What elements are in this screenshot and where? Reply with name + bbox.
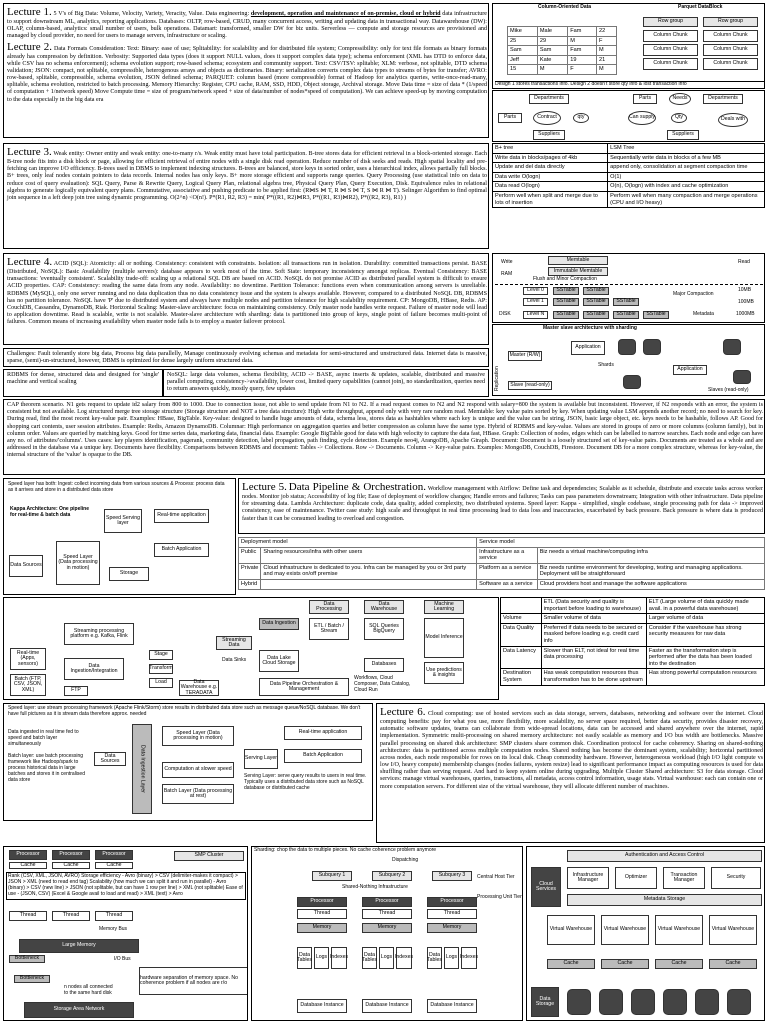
table-row xyxy=(501,669,765,685)
er-attribute: qty xyxy=(573,113,589,123)
batch-layer: Batch Layer (Data processing at rest) xyxy=(162,784,234,804)
speed-layer: Speed Layer (Data processing in motion) xyxy=(56,541,100,585)
table-row xyxy=(493,172,765,182)
nosql-cell xyxy=(163,369,489,397)
lecture-1-heading: Lecture 1. xyxy=(7,6,52,18)
column-chunk: Column Chunk xyxy=(703,30,758,42)
table-cell: M xyxy=(568,36,597,46)
table-cell: Smaller volume of data xyxy=(541,614,646,624)
serving-layer: Serving Layer xyxy=(244,749,278,769)
rdbms-cell xyxy=(3,369,163,397)
lecture-5-heading: Lecture 5. xyxy=(242,481,287,493)
table-cell: Write data in blocks/pages of 4kb xyxy=(493,153,608,163)
table-cell: Has strong powerful computation resources xyxy=(646,669,764,685)
table-cell: F xyxy=(568,65,597,75)
row-group-1: Row group xyxy=(643,17,698,27)
table-cell: Sam xyxy=(537,46,567,56)
auth-access-control: Authentication and Access Control xyxy=(567,850,762,862)
table-cell: Biz needs runtime environment for developing, testing and managing applications. Deployment will be straightforward xyxy=(537,563,764,579)
table-cell: Faster as the transformation step is performed after the data has been loaded into the destination xyxy=(646,646,764,669)
etl-elt-table: ETL (Data security and quality is important before loading to warehouse) ELT (Large volume of data quickly made avail. in a powerful data warehouse) Volume Smaller volume of data Larger volume of data Data Quality Preferred if data needs to be secured or masked before loading e.g. credit card info Consider if the warehouse has strong security measures for raw data Data Latency Slower than ELT, not ideal for real time data processing Faster as the transformation step is performed after the data has been loaded into the destination Destination System Has weak computation resources thus transformation has to be done upstream Has strong powerful computation resources xyxy=(500,597,765,700)
column-chunk: Column Chunk xyxy=(703,44,758,56)
database-icon xyxy=(727,989,751,1015)
table-cell: M xyxy=(537,65,567,75)
er-node: Parts xyxy=(633,94,657,104)
er-node: Departments xyxy=(703,94,743,104)
table-cell: Update and del data directly xyxy=(493,163,608,173)
smp-figure: Processor Processor Processor Cache Cache Cache Rank (CSV, XML, JSON, AVRO) Storage efficiency - Avro (binary) > CSV (delimiter-makes it compact) > JSON > XML (need to read end tag) Scalability (how much we can split it and run in parallel) - Avro (binary) > CSV (new line) > JSON (not splitable, but can have 1 row per line) > XML (not splitable) Ease of use - (JSON, CSV) (Excel & Google avail to load and read) > XML (text) > Avro Thread Thread Thread Memory Bus Large Memory Bottleneck hardware separation of memory space. No coherence problem if all nodes are r/o I/O Bus Bottleneck n nodes all connected to the same hard disk Storage Area Network SMP Cluster xyxy=(3,846,248,1021)
er-node: Parts xyxy=(498,113,522,123)
table-cell: Platform as a service xyxy=(477,563,538,579)
database-icon xyxy=(733,370,751,384)
er-relationship: Deals with xyxy=(718,113,748,127)
table-row xyxy=(508,27,617,37)
lecture-4-heading: Lecture 4. xyxy=(7,256,53,268)
table-cell: Male xyxy=(537,27,567,37)
table-cell: Preferred if data needs to be secured or masked before loading e.g. credit card info xyxy=(541,623,646,646)
table-cell: Cloud providers host and manage the software applications xyxy=(537,579,764,589)
table-cell: 15 xyxy=(508,65,538,75)
table-row xyxy=(493,182,765,192)
parquet-figure xyxy=(492,3,765,89)
pipeline-figure: Data Processing Data Warehouse Machine Learning Streaming processing platform e.g. Kafka, Flink Data Ingestion ETL / Batch / Stream SQL Queries BigQuery Model Inference Real-time (Apps, sensors) Streaming Data Batch (FTP, CSV, JSON, XML) Stage Transform Load Data Warehouse e.g. TERADATA Data Ingestion/Integration Data Lake Cloud Storage Data Pipeline Orchestration & Management Use predictions & insights Databases Data Sinks FTP Workflows, Cloud Composer, Data Catalog, Cloud Run xyxy=(3,597,499,700)
er-node: Suppliers xyxy=(533,130,565,140)
lecture-6-text: Lecture 6. Cloud computing: use of hosted services such as data storage, servers, databases, networking and software over the internet. Cloud computing benefits: pay for what you use, more flexibility, more scalability, no server space required, better data security, provides disaster recovery, automatic software updates, teams can collaborate from wide-spread locations, data can be accessed and shared anywhere over the internet, rapid implementation. Symmetric multi-processing on shared memory architecture: not easily scalable as memory and I/O bus width are bottlenecks. Massive parallel processing on shared disk architecture: SMP clusters share common disk. Coordination protocol for cache coherency. Sharing on shared-nothing architecture: data is partitioned across multiple computation nodes. Shared nothing has become the dominant system, scalability; horizontal partitioned across nodes, each node responsible for rows on its local disk. Cheap commodity hardware. However, heterogeneous workload (high I/O light compute vs low I/O, heavy compute) membership changes (nodes failures, system resize) lead to significant performance impact as computing resources is used for data shuffling rather than serving request. And hard to keep system online during upgrading. Multiple Cluster Shared architecture: S3 for data storage. Cloud services: manage virtual warehouses, queries, transactions, all metadata, access control information, usage stats. Virtual warehouse: each can contain one or more computation servers. For different size of the virtual warehouse, they will allocate different number of machines. xyxy=(380,706,764,790)
data-sources: Data Sources xyxy=(9,555,43,577)
table-cell: Public xyxy=(239,547,261,563)
column-chunk: Column Chunk xyxy=(643,58,698,70)
er-diagrams xyxy=(492,90,765,142)
table-row xyxy=(508,65,617,75)
database-icon xyxy=(567,989,591,1015)
table-cell: 29 xyxy=(537,36,567,46)
table-cell: M xyxy=(597,65,617,75)
table-header: B+ tree xyxy=(493,144,608,154)
table-row xyxy=(239,579,765,589)
er-relationship: Needs xyxy=(669,93,691,105)
table-cell: F xyxy=(597,36,617,46)
table-row xyxy=(508,55,617,65)
lecture-3-text: Lecture 3. Weak entity: Owner entity and weak entity: one-to-many r/s. Weak entity must have total participation. B-tree stores data for efficient retrieval in a block-oriented storage. Each B-tree node fits into a disk block or page, allowing for efficient retrieval of entire nodes with a single disk read operation. Reduce number of disk seeks and reads. High spatial locality and pre-fetching can improve I/O efficiency. B-trees used in DBMS to implement indexing structures. B-trees are balanced, store keys in sorted order, uses a hierarchical index, allows partially full blocks. B+ trees, only leaf nodes contain pointers to data records. Internal nodes has only keys. B+ more storage efficient and supports range queries. Query Processing (use statistical info on data to reduce cost of query evaluation): SQL Query, Parse & Rewrite Query, Logical Query Plan, relational algebra tree, Physical Query Plan, Query Execution, Disk. Equivalence rules in relational algebra to generate logically equivalent query plans. Commutative, associative and pushing predicate to be applied first: (R⋈S ⋈ T, R ⋈ S ⋈ T, S ⋈ R ⋈ T). Selinger Algorithm to find optimal join sequence in a left deep join tree using dynamic programming. O(2^n) <O(n!). P*(R1, R2, R3) = min( P*((R1, R2)⋈R3, P*((R1, R3)⋈R2), P*((R2, R3), R1) ) xyxy=(7,146,487,201)
deployment-table: Deployment model Service model Public Sharing resources/infra with other users Infrastructure as a service Biz needs a virtual machine/computing infra Private Cloud infrastructure is dedicated to you. Infra can be managed by you or 3rd party and may exists on/off premise Platform as a service Biz needs runtime environment for developing, testing and managing applications. Deployment will be straightforward Hybrid Software as a service Cloud providers host and manage the software applications xyxy=(238,537,765,595)
table-cell: Hybrid xyxy=(239,579,261,589)
table-header: LSM Tree xyxy=(608,144,765,154)
cap-scenario-text: CAP theorem scenario. N1 gets request to update id2 salary from 800 to 1000. Due to connection issue, not able to send update from N1 to N2. If a read request comes to N2 and N2 respond with salary=800 the system is available but inconsistent. However, if N2 responds with an error, the system is consistent but not available. Log structured merge tree storage structure (Storage structure and NOT a tree data structure): High write throughput, append only with very rare random read. Memtable: key value pairs sorted by key. When updating value LSM appends another record; no need to search for key. During read, find the most recent key-value pair. Examples: HBase, BigTable. Key-value: designed to handle huge amounts of data, schema less, stores data as hashtables where each key is unique and the value can be string, JSON, basic large object, etc. keys needs to be hashable, follows AP. Good for shopping cart contents, user session attributes. Example: Redis, Amazon DynamoDB. Columnar: High performance on aggregation queries and better compression as column have the same type. Hybrid of RDBMS and key-value. Values are stored in groups of zero or more columns (column family), but in column order. Values are queried by matching keys. Good for time series data, marketing data, financial data. Example: Google BigTable good for data with high velocity to capture the data fast, HBase. Graph: Collection of nodes, edges which can be labelled to narrow searches. Each node and edge can have any no. of attributes/'columns'. Uses cases: key players identification, pagerank, community detection, label propagation, path finding, cycle detection. Example neo4j, ArangoDB, Apache Giraph. Document: Document is a loosely structured set of key-value pairs. Documents are treated as a whole and are addressed in the database via a unique key. Documents have flexibility. Comparisons between RDBMS and document: Tables -> Collections. Row -> Documents. Column -> Key-value pairs. Examples: MongoDB, CouchDB, Firestore. Document DB for a more complex structure, whereas for key-value, the internal structure of the 'value' is opaque to the DB. xyxy=(7,402,763,459)
lecture-6-heading: Lecture 6. xyxy=(380,706,426,718)
column-chunk: Column Chunk xyxy=(703,58,758,70)
speed-layer: Speed Layer (Data processing in motion) xyxy=(162,726,234,746)
table-cell: Larger volume of data xyxy=(646,614,764,624)
kappa-figure: Speed layer has both: Ingest: collect incoming data from various sources & Process: process data as it arrives and store in a distributed data store Kappa Architecture: One pipeline for real-time & batch data Speed Serving layer Real-time application Data Sources Speed Layer (Data processing in motion) Batch Application Storage xyxy=(3,478,236,595)
shared-nothing-figure: Sharding: chop the data to multiple pieces. No cache coherence problem anymore Dispatching Subquery 1 Subquery 2 Subquery 3 Central Host Tier Processing Unit Tier Shared-Nothing Infrastructure Processor Processor Processor Thread Thread Thread Memory Memory Memory Data Tables Logs Indexes Data Tables Logs Indexes Data Tables Logs Indexes Database Instance Database Instance Database Instance xyxy=(251,846,523,1021)
table-cell: 22 xyxy=(597,27,617,37)
column-chunk: Column Chunk xyxy=(643,44,698,56)
er-relationship: Contract xyxy=(533,111,561,125)
storage: Storage xyxy=(109,567,149,581)
lecture-1-2-box xyxy=(3,3,489,138)
data-ingestion-layer: Data Ingestion Layer xyxy=(132,724,152,814)
row-group-2: Row group xyxy=(703,17,758,27)
database-icon xyxy=(663,989,687,1015)
lecture-1-text: Lecture 1. 5 V's of Big Data: Volume, Velocity, Variety, Veracity, Value. Data engineering: development, operation and maintenance of on-premise, cloud or hybrid data infrastructure to support downstream ML, analytics, reporting applications. Databases: OLTP, row-based, CRUD, many concurrent access, writing and updating data in transactional way. Datawarehouse (DW): OLAP, column-based, analytics: small number of users, bulk operations. Datamart: transformed, smaller DW for biz units. Serverless — compute and storage resources are provisioned and managed by cloud provider, no need for users to manage servers, infrastructure or scaling. xyxy=(7,6,487,40)
table-cell: Data write O(logn) xyxy=(493,172,608,182)
column-chunk: Column Chunk xyxy=(643,30,698,42)
immutable-memtable: Immutable Memtable xyxy=(548,267,608,276)
data-storage: Data Storage xyxy=(531,987,559,1017)
rdbms-text: RDBMS for dense, structured data and designed for 'single' machine and vertical scaling xyxy=(7,372,159,386)
er-node: Suppliers xyxy=(667,130,699,140)
memtable: Memtable xyxy=(548,256,608,265)
table-cell: Data read O(logn) xyxy=(493,182,608,192)
challenges-text: Challenges: Fault tolerantly store big data, Process big data parallelly, Manage continuously evolving schemas and metadata for semi-structured and unstructured data. Internet data is massive, sparse, (semi)-un-structured, however, DBMS is optimized for dense largely uniform structured data. xyxy=(7,351,487,365)
database-icon xyxy=(599,989,623,1015)
database-icon xyxy=(695,989,719,1015)
lecture-2-text: Lecture 2. Data Formats Consideration: Text: Binary: ease of use; Splitability: for scalability and for distributed file system; Compressibility: only for text file formats as binary formats already has compression by definition. Verbosity: Supported data types (does it support NULL values, does it support complex data type); schema enforcement (XML has DTD to enforce data, while CSV has no schema enforcement); schema evolution support; row-based schema; ecosystem and community support. Text: CSV/TSV: splitable; XLM: verbose, not splitable, DTD schema validation; JSON: compact, not splitable, compressible, heterogenous arrays and objects as dictionaries. Binary: serialization converts complex data types to streams of bytes for transfer; AVRO: row-based, splitable, compressible, schema evolution, JSON defined schema; PARQUET: column based (more compressible) format of Hadoop for analytics queries, write-once-read-many, splitable, schema evolution, restricted to batch processing. Memory Hierarchy: Register, CPU cache, RAM, SSD, HDD, Object storage, Archival storage. Move Data time = size of data * (1/speed of computation + 1/network speed) Move Compute time = size of program/network speed + size of data/number of nodes*speed of computation). We can achieve speed-up by moving computation to the data especially in the big data era xyxy=(7,40,487,103)
er-node: Departments xyxy=(529,94,569,104)
lecture-4-box xyxy=(3,253,489,345)
cap-scenario-box xyxy=(3,399,765,475)
table-cell: Perform well when split and merge due to lots of insertion xyxy=(493,191,608,207)
column-oriented-table xyxy=(507,26,617,75)
table-row xyxy=(501,614,765,624)
lecture-3-heading: Lecture 3. xyxy=(7,146,52,158)
table-row xyxy=(493,163,765,173)
table-cell: Data Quality xyxy=(501,623,542,646)
database-icon xyxy=(618,339,636,355)
batch-application: Batch Application xyxy=(154,543,209,557)
cloud-figure: Authentication and Access Control Cloud Services Infrastructure Manager Optimizer Transaction Manager Security Metadata Storage Virtual Warehouse Virtual Warehouse Virtual Warehouse Virtual Warehouse Cache Cache Cache Cache Data Storage xyxy=(526,846,765,1021)
lecture-4-text: Lecture 4. ACID (SQL): Atomicity: all or nothing. Consistency: consistent with constraints. Isolation: all transactions run in isolation. Durability: committed transactions persist. BASE (Distributed, NoSQL): Basic Availability (multiple servers): database appears to work most of the time. Soft State: temporary inconsistency amongst replicas. Eventual Consistency: BASE transactions: 'eventually consistent'. Scalability trade-off: scaling up a relational SQL DB are based on ACID. NoSQL do not promise ACID as distributed parallel system is difficult to ensure ACID properties. CAP: Consistency: reading the same data from any node. Availability: no downtime. Partition Tolerance: functions even when communication among servers is unreliable. RDBMS (MySQL), only one server running and no data duplication thus no data consistency issue and the system is always available. However, compared to a distributed NoSQL DB, RDBMS has no partition tolerance. NoSQL have 'P' due to distributed system and always have multiple nodes and partition tolerance for high scalability requirement. CP: MongoDB, HBase, Redis. AP: CouchDB, Cassandra, DynamoDB, Riak. Horizontal Scaling: Master-slave architecture: focus on maintaining consistency. Only master node handles write request. Failure of master node will lead to application downtime. Read is scalable, write is not scalable. Master-slave architecture with sharding: data is partitioned into group of keys, single point of failure becomes multi-point of failures. Common means of increasing availability when master node fails is to employ a master failover protocol. xyxy=(7,256,487,326)
table-cell: O(1) xyxy=(608,172,765,182)
realtime-application: Real-time application xyxy=(154,509,209,523)
table-cell: 25 xyxy=(508,36,538,46)
table-row xyxy=(239,547,765,563)
table-cell: Jeff xyxy=(508,55,538,65)
lecture-6-box xyxy=(376,703,765,843)
table-cell: Private xyxy=(239,563,261,579)
table-row xyxy=(239,563,765,579)
database-icon xyxy=(643,339,661,355)
table-cell: Software as a service xyxy=(477,579,538,589)
challenges-box xyxy=(3,348,489,367)
database-icon xyxy=(623,375,641,389)
database-icon xyxy=(631,989,655,1015)
realtime-application: Real-time application xyxy=(284,726,362,740)
lecture-3-box xyxy=(3,143,489,249)
table-row xyxy=(493,153,765,163)
nosql-text: NoSQL: large data volumes, schema flexibility, ACID -> BASE, async inserts & updates, scalable, distributed and massive parallel computing, consistency->availability, lower cost, limited query capabilities (cannot join), no standardization, queries need to return answers quickly, mostly query, few updates xyxy=(167,372,485,393)
table-cell: Data Latency xyxy=(501,646,542,669)
table-cell: Perform well when many compaction and merge operations (CPU and I/O heavy) xyxy=(608,191,765,207)
parquet-title: Parquet DataBlock xyxy=(678,4,723,10)
speed-serving-layer: Speed Serving layer xyxy=(104,509,142,533)
table-cell: Slower than ELT, not ideal for real time data processing xyxy=(541,646,646,669)
format-ranking: Rank (CSV, XML, JSON, AVRO) Storage efficiency - Avro (binary) > CSV (delimiter-makes it compact) > JSON > XML (need to read end tag) Scalability (how much we can split it and run in parallel) - Avro (binary) > CSV (new line) > JSON (not splitable, but can have 1 row per line) > XML (not splitable) Ease of use - (JSON, CSV) (Excel & Google avail to load and read) > XML (text) > Avro xyxy=(6,872,246,900)
er-relationship: Can supply xyxy=(628,111,656,125)
table-cell: Consider if the warehouse has strong security measures for raw data xyxy=(646,623,764,646)
table-cell: Has weak computation resources thus transformation has to be done upstream xyxy=(541,669,646,685)
cloud-services: Cloud Services xyxy=(531,867,561,907)
table-row xyxy=(501,623,765,646)
design-caption: Design 1 stores transactions info. Design 2 doesn't store qty info & lost transaction info xyxy=(495,81,765,88)
table-cell: 19 xyxy=(568,55,597,65)
lecture-2-heading: Lecture 2. xyxy=(7,40,52,53)
table-row xyxy=(501,646,765,669)
lecture-5-box xyxy=(238,478,765,534)
table-cell: append only, consolidation at segment compaction time xyxy=(608,163,765,173)
table-row xyxy=(493,191,765,207)
table-cell: Sam xyxy=(508,46,538,56)
column-oriented-title: Column-Oriented Data xyxy=(538,4,592,10)
table-cell: Volume xyxy=(501,614,542,624)
table-cell: Cloud infrastructure is dedicated to you. Infra can be managed by you or 3rd party and may exists on/off premise xyxy=(261,563,477,579)
sharding-title: Master slave architecture with sharding xyxy=(543,325,637,331)
table-row xyxy=(508,46,617,56)
table-cell: Sharing resources/infra with other users xyxy=(261,547,477,563)
lambda-figure: Speed layer: use stream processing framework (Apache Flink/Storm) store results in distributed data store such as message queue/NoSQL database. We don't have full pictures as it is stream data therefore approx. needed Data ingested in real time fed to speed and batch layer simultaneously Batch layer: use batch processing framework like Hadoop/spark to process historical data in large batches and stores it in centralised data store Data Sources Data Ingestion Layer Speed Layer (Data processing in motion) Real-time application Serving Layer Computation at slower speed Batch Layer (Data processing at rest) Batch Application Serving Layer: serve query results to users in real time. Typically uses a distributed data store such as NoSQL database or distributed cache xyxy=(3,703,373,821)
table-cell: 21 xyxy=(597,55,617,65)
database-icon xyxy=(723,339,741,355)
batch-application: Batch Application xyxy=(284,749,362,763)
lsm-figure: Write Memtable Read RAM Immutable Memtable Flush and Minor Compaction Level 0 Level 1 Level N DISK SSTable SSTable SSTable SSTable SSTable SSTable SSTable SSTable SSTable Major Compaction 10MB 100MB 1000MB Metadata xyxy=(492,253,765,323)
table-cell: Biz needs a virtual machine/computing infra xyxy=(537,547,764,563)
table-row xyxy=(508,36,617,46)
table-cell: Sequentially write data in blocks of a few MB xyxy=(608,153,765,163)
table-cell: Kate xyxy=(537,55,567,65)
table-cell: Fam xyxy=(568,27,597,37)
table-cell: Infrastructure as a service xyxy=(477,547,538,563)
table-cell xyxy=(261,579,477,589)
table-cell: O(n), O(logn) with index and cache optimization xyxy=(608,182,765,192)
table-cell: Fam xyxy=(568,46,597,56)
table-cell: Mike xyxy=(508,27,538,37)
table-cell: M xyxy=(597,46,617,56)
lecture-5-text: Lecture 5. Data Pipeline & Orchestration. Workflow management with Airflow: Define task and dependencies; Scalable as it schedule, distribute and execute tasks across worker nodes. Monitor job status; Accessibility of log file; Ease of deployment of workflow changes; Handle errors and failures; Tasks can pass parameters downstream; Integration with other infrastructure. Data pipeline for streaming data. Lambda Architecture: duplicate code, data quality, added complexity, two distributed systems. Speed layer: Kappa - simplified, single codebase, single processing path for data -> improved consistency, ease of maintenance. Twitter case study: high scale and throughput in real time processing lead to data loss and inaccuracies, exacerbated by back pressure. Back pressure is where data is produced faster than it can be consumed leading to overload and congestion. xyxy=(242,481,763,522)
data-sources: Data Sources xyxy=(94,752,126,766)
table-cell: Destination System xyxy=(501,669,542,685)
er-attribute: Qty xyxy=(671,113,687,123)
btree-lsm-table xyxy=(492,143,765,249)
sharding-figure: Master slave architecture with sharding Master (R/W) Application Application Replication Slave (read-only) Slaves (read-only) Shards xyxy=(492,324,765,396)
